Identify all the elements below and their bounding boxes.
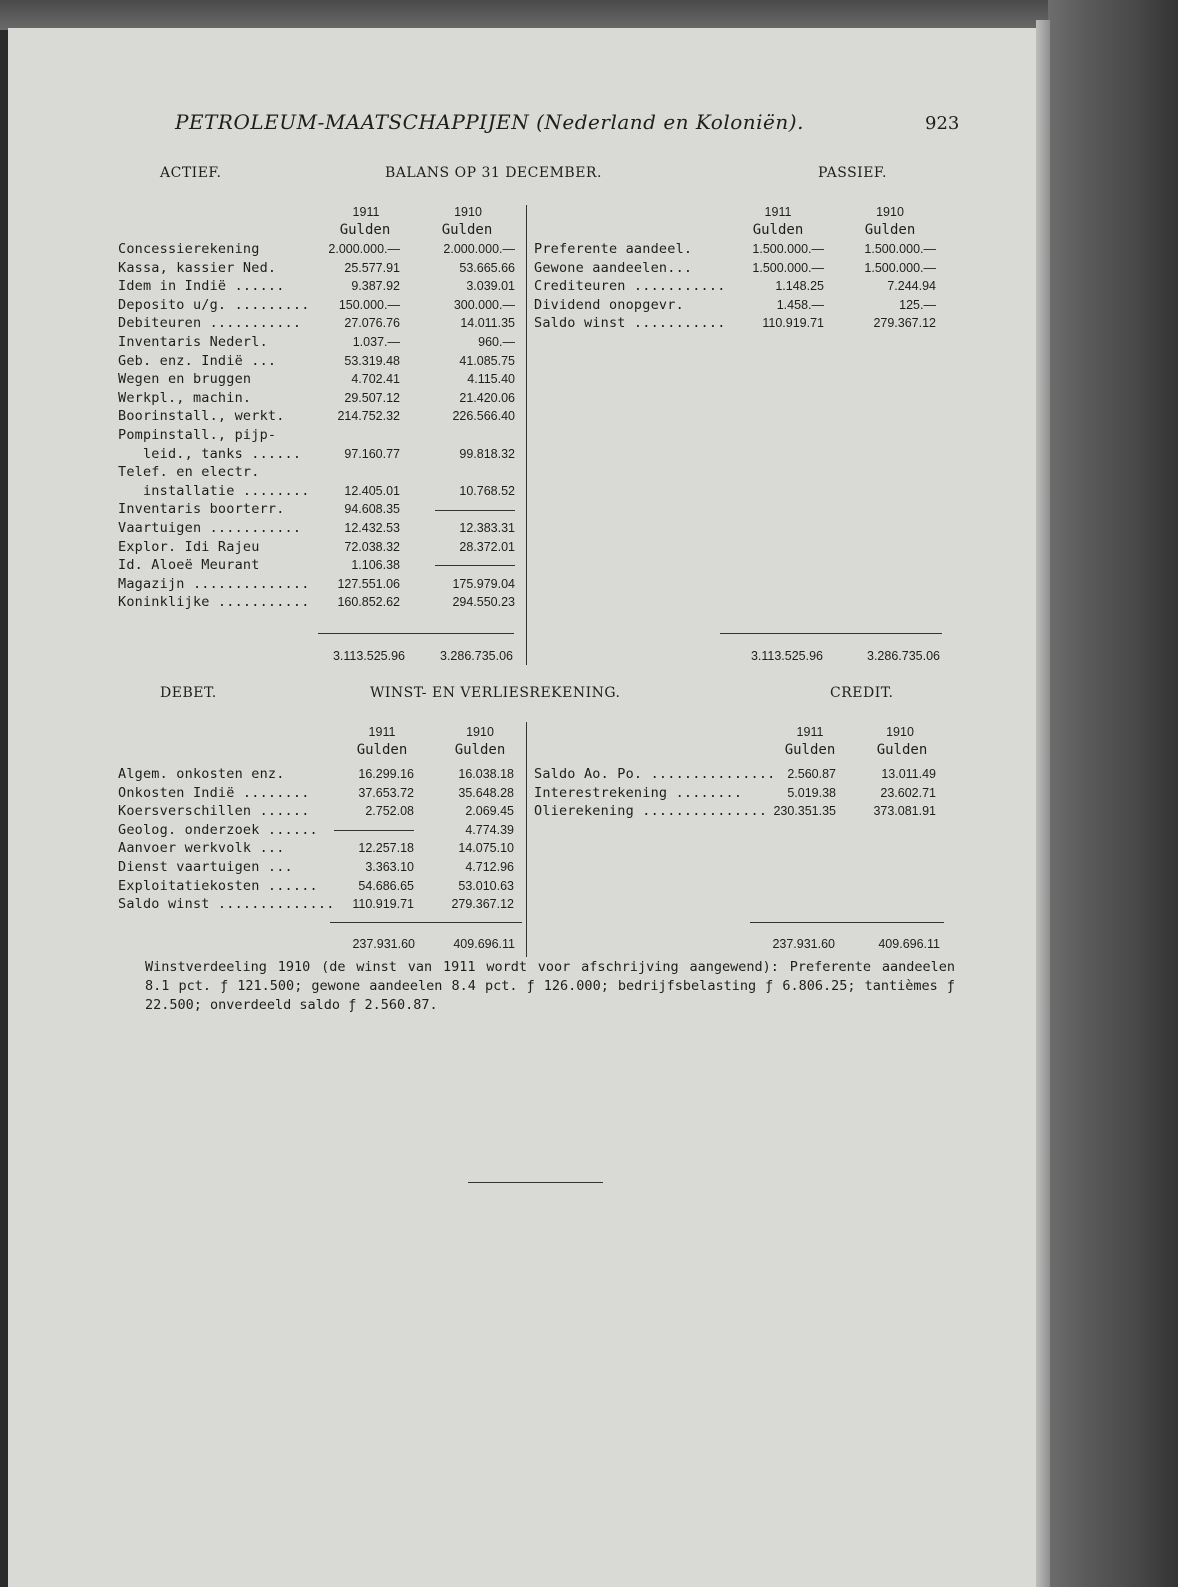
actief-row-label: Koninklijke ........... [118,594,310,611]
passief-row-value-1910: 125.— [899,297,936,312]
debet-row-value-1910: 16.038.18 [458,767,514,781]
credit-row-label: Interestrekening ........ [534,784,743,801]
credit-row-value-1911: 2.560.87 [787,767,836,781]
winst-heading: WINST- EN VERLIESREKENING. [370,685,621,701]
credit-row-value-1910: 373.081.91 [873,804,936,819]
actief-row-value-1911: 29.507.12 [344,390,400,405]
actief-row-label: Kassa, kassier Ned. [118,259,277,276]
empty-value-dash [334,830,414,831]
credit-row-value-1911: 5.019.38 [787,785,836,800]
debet-row-value-1910: 14.075.10 [458,841,514,856]
actief-row-value-1911: 214.752.32 [337,409,400,424]
actief-row-label: Concessierekening [118,241,260,257]
actief-row-value-1911: 53.319.48 [344,353,400,368]
passief-total-1910: 3.286.735.06 [867,649,940,663]
actief-row-label: Id. Aloeë Meurant [118,557,260,574]
debet-row-value-1910: 279.367.12 [451,897,514,912]
passief-unit-1910: Gulden [864,222,916,238]
passief-row-label: Saldo winst ........... [534,315,726,332]
actief-row-value-1910: 300.000.— [453,297,515,312]
actief-row-value-1910 [410,501,515,518]
actief-row-label: Boorinstall., werkt. [118,408,285,425]
actief-row-value-1911: 127.551.06 [337,576,400,591]
debet-row-value-1910: 4.712.96 [465,860,514,874]
debet-row-value-1911: 54.686.65 [358,878,414,893]
passief-row-label: Crediteuren ........... [534,278,726,295]
debet-row-value-1910: 53.010.63 [458,878,514,893]
actief-row-label: Deposito u/g. ......... [118,296,310,313]
actief-row-value-1911: 9.387.92 [351,279,400,294]
credit-unit-1911: Gulden [784,742,836,758]
actief-row-value-1911: 160.852.62 [337,595,400,610]
credit-row-value-1910: 23.602.71 [880,785,936,800]
actief-row-value-1911: 12.405.01 [344,483,400,498]
passief-total-rule [720,633,942,634]
passief-row-label: Gewone aandeelen... [534,259,693,276]
debet-row-value-1911: 3.363.10 [365,860,414,874]
credit-row-label: Olierekening ............... [534,803,768,820]
debet-year-1910: 1910 [466,725,494,739]
actief-row-label: Vaartuigen ........... [118,520,302,536]
actief-row-value-1910: 2.000.000.— [443,242,515,256]
actief-row-value-1911: 72.038.32 [344,539,400,554]
actief-row-value-1911: 4.702.41 [351,372,400,387]
actief-row-label: Debiteuren ........... [118,315,302,332]
actief-row-value-1910: 99.818.32 [459,446,515,461]
actief-row-value-1911: 150.000.— [338,297,400,312]
book-spine [1048,0,1178,1587]
passief-row-value-1911: 1.458.— [776,297,824,312]
actief-row-value-1910: 41.085.75 [459,353,515,368]
actief-row-label: Inventaris Nederl. [118,334,268,350]
actief-row-value-1910: 226.566.40 [452,409,515,424]
credit-total-1911: 237.931.60 [772,937,835,951]
actief-row-label: Inventaris boorterr. [118,501,285,518]
passief-year-1910: 1910 [876,205,904,219]
balans-divider [526,205,527,665]
credit-unit-1910: Gulden [876,742,928,758]
debet-heading: DEBET. [160,685,217,701]
actief-row-label: Wegen en bruggen [118,371,252,388]
debet-total-rule [330,922,522,923]
debet-row-label: Geolog. onderzoek ...... [118,821,318,838]
actief-unit-1911: Gulden [339,222,391,238]
credit-row-value-1910: 13.011.49 [881,767,936,781]
actief-row-label: Idem in Indië ...... [118,278,285,295]
scan-top-edge [0,0,1178,30]
debet-unit-1910: Gulden [454,742,506,758]
debet-row-label: Onkosten Indië ........ [118,784,310,801]
actief-row-value-1910: 960.— [478,335,515,349]
actief-row-label: Magazijn .............. [118,575,310,592]
empty-value-dash [435,565,515,566]
actief-year-1910: 1910 [454,205,482,219]
empty-value-dash [435,510,515,511]
page-number: 923 [925,113,960,134]
credit-total-rule [750,922,944,923]
debet-row-label: Dienst vaartuigen ... [118,859,293,875]
balans-heading: BALANS OP 31 DECEMBER. [385,165,602,181]
passief-row-value-1911: 1.500.000.— [752,260,824,275]
actief-row-label: Geb. enz. Indië ... [118,352,277,369]
debet-total-1910: 409.696.11 [453,937,515,951]
debet-unit-1911: Gulden [356,742,408,758]
debet-row-value-1910: 2.069.45 [465,804,514,819]
actief-row-value-1910: 175.979.04 [452,576,515,591]
debet-row-value-1911: 2.752.08 [365,804,414,819]
actief-year-1911: 1911 [352,205,380,219]
debet-row-label: Saldo winst .............. [118,896,335,913]
debet-row-value-1911: 37.653.72 [358,785,414,800]
actief-row-value-1910: 294.550.23 [452,595,515,610]
passief-heading: PASSIEF. [818,165,887,181]
actief-row-value-1911: 94.608.35 [344,502,400,517]
actief-row-value-1911: 27.076.76 [344,316,400,331]
actief-row-label: Explor. Idi Rajeu [118,538,260,555]
debet-row-value-1911: 16.299.16 [358,767,414,781]
actief-heading: ACTIEF. [160,165,222,181]
actief-row-label: installatie ........ [118,482,310,499]
winst-divider [526,722,527,957]
debet-total-1911: 237.931.60 [352,937,415,951]
winstverdeeling-paragraph: Winstverdeeling 1910 (de winst van 1911 wordt voor afschrijving aangewend): Preferente aandeelen 8.1 pct. ƒ 121.500; gewone aandeelen 8.4 pct. ƒ 126.000; bedrijfsbelasting ƒ 6.806.25; tantièmes ƒ 22.500; onverdeeld saldo ƒ 2.560.87. [145,959,955,1013]
actief-row-value-1910: 21.420.06 [459,390,515,405]
actief-total-1910: 3.286.735.06 [440,649,513,663]
actief-row-value-1911: 12.432.53 [344,521,400,535]
actief-row-value-1910: 12.383.31 [459,521,515,535]
credit-year-1911: 1911 [796,725,824,739]
debet-row-label: Koersverschillen ...... [118,803,310,820]
actief-row-value-1911: 1.037.— [352,335,400,349]
actief-row-value-1911: 97.160.77 [344,446,400,461]
debet-year-1911: 1911 [368,725,396,739]
page-edge [1036,20,1050,1587]
passief-row-value-1911: 110.919.71 [762,316,824,331]
actief-row-value-1911: 2.000.000.— [328,242,400,256]
credit-row-value-1911: 230.351.35 [773,804,836,819]
credit-row-label: Saldo Ao. Po. ............... [534,766,776,782]
page-title: PETROLEUM-MAATSCHAPPIJEN (Nederland en Koloniën). [175,110,804,134]
passief-unit-1911: Gulden [752,222,804,238]
actief-row-value-1910: 53.665.66 [459,260,515,275]
passief-row-value-1910: 1.500.000.— [864,260,936,275]
actief-unit-1910: Gulden [441,222,493,238]
passief-row-value-1910: 7.244.94 [887,279,936,294]
actief-row-value-1910: 3.039.01 [466,279,515,294]
debet-row-value-1911 [308,822,414,839]
passief-row-value-1911: 1.148.25 [775,279,824,294]
actief-row-value-1910: 4.115.40 [467,372,515,387]
actief-row-label: Werkpl., machin. [118,389,252,406]
passief-row-value-1910: 1.500.000.— [864,242,936,256]
credit-year-1910: 1910 [886,725,914,739]
actief-row-label: Telef. en electr. [118,464,260,481]
credit-heading: CREDIT. [830,685,894,701]
actief-row-value-1910 [410,557,515,574]
debet-row-label: Exploitatiekosten ...... [118,877,318,894]
debet-row-label: Aanvoer werkvolk ... [118,840,285,857]
debet-row-value-1911: 12.257.18 [358,841,414,856]
passief-year-1911: 1911 [764,205,792,219]
passief-row-value-1911: 1.500.000.— [752,242,824,256]
actief-row-label: Pompinstall., pijp- [118,427,277,443]
actief-row-value-1911: 25.577.91 [344,260,400,275]
passief-total-1911: 3.113.525.96 [750,649,823,663]
actief-row-value-1911: 1.106.38 [351,558,400,573]
actief-row-value-1910: 28.372.01 [459,539,515,554]
actief-row-label: leid., tanks ...... [118,445,302,462]
debet-row-value-1910: 35.648.28 [458,785,514,800]
debet-row-value-1910: 4.774.39 [465,822,514,837]
actief-total-1911: 3.113.525.96 [332,649,405,663]
actief-row-value-1910: 10.768.52 [459,483,515,498]
actief-total-rule [318,633,514,634]
passief-row-label: Preferente aandeel. [534,241,693,257]
debet-row-label: Algem. onkosten enz. [118,766,285,782]
debet-row-value-1911: 110.919.71 [352,897,414,912]
passief-row-value-1910: 279.367.12 [873,316,936,331]
actief-row-value-1910: 14.011.35 [460,316,515,331]
passief-row-label: Dividend onopgevr. [534,296,684,313]
section-end-rule [468,1182,603,1183]
credit-total-1910: 409.696.11 [878,937,940,951]
